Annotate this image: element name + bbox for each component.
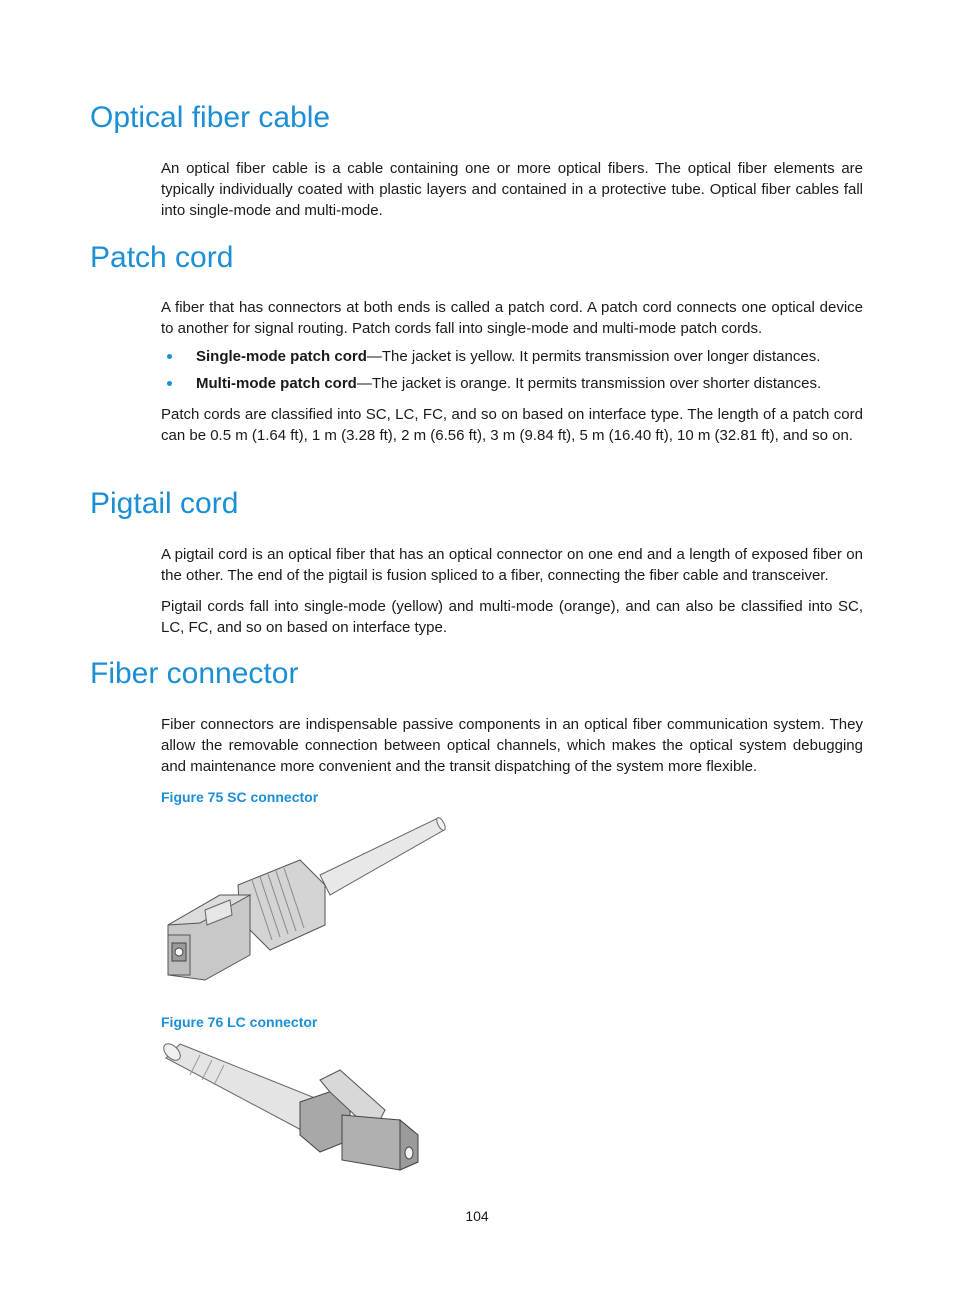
lc-connector-figure (160, 1040, 425, 1172)
figure-76-caption: Figure 76 LC connector (161, 1014, 318, 1030)
desc-multi-mode: —The jacket is orange. It permits transmission over shorter distances. (356, 375, 822, 392)
paragraph-patch-cord-intro: A fiber that has connectors at both ends is called a patch cord. A patch cord connects one optical device to another for signal routing. Patch cords fall into single-mode and multi-mode patch cords. (161, 299, 863, 337)
heading-fiber-connector: Fiber connector (90, 657, 299, 690)
heading-pigtail-cord: Pigtail cord (90, 487, 239, 520)
desc-single-mode: —The jacket is yellow. It permits transmission over longer distances. (366, 348, 821, 365)
sc-connector-illustration (160, 815, 450, 985)
bullet-icon (167, 381, 172, 386)
lc-connector-illustration (160, 1040, 425, 1172)
term-single-mode: Single-mode patch cord (196, 348, 367, 365)
heading-optical-fiber-cable: Optical fiber cable (90, 101, 331, 134)
term-multi-mode: Multi-mode patch cord (196, 375, 357, 392)
sc-connector-figure (160, 815, 450, 985)
paragraph-fiber-connector: Fiber connectors are indispensable passive components in an optical fiber communication system. They allow the removable connection between optical channels, which makes the optical system debugging and maintenance more convenient and the transit dispatching of the system more flexible. (161, 716, 863, 775)
paragraph-pigtail-intro: A pigtail cord is an optical fiber that has an optical connector on one end and a length of exposed fiber on the other. The end of the pigtail is fusion spliced to a fiber, connecting the fiber cable and transceiver. (161, 546, 863, 584)
heading-patch-cord: Patch cord (90, 241, 234, 274)
paragraph-pigtail-types: Pigtail cords fall into single-mode (yellow) and multi-mode (orange), and can also be classified into SC, LC, FC, and so on based on interface type. (161, 598, 863, 636)
paragraph-patch-cord-types: Patch cords are classified into SC, LC, FC, and so on based on interface type. The length of a patch cord can be 0.5 m (1.64 ft), 1 m (3.28 ft), 2 m (6.56 ft), 3 m (9.84 ft), 5 m (16.40 ft), 10 m (32.81 ft), and so on. (161, 406, 863, 444)
bullet-icon (167, 354, 172, 359)
page-number: 104 (465, 1208, 489, 1224)
paragraph-optical-fiber-cable: An optical fiber cable is a cable containing one or more optical fibers. The optical fiber elements are typically individually coated with plastic layers and contained in a protective tube. Optical fiber cables fall into single-mode and multi-mode. (161, 160, 863, 219)
figure-75-caption: Figure 75 SC connector (161, 789, 319, 805)
